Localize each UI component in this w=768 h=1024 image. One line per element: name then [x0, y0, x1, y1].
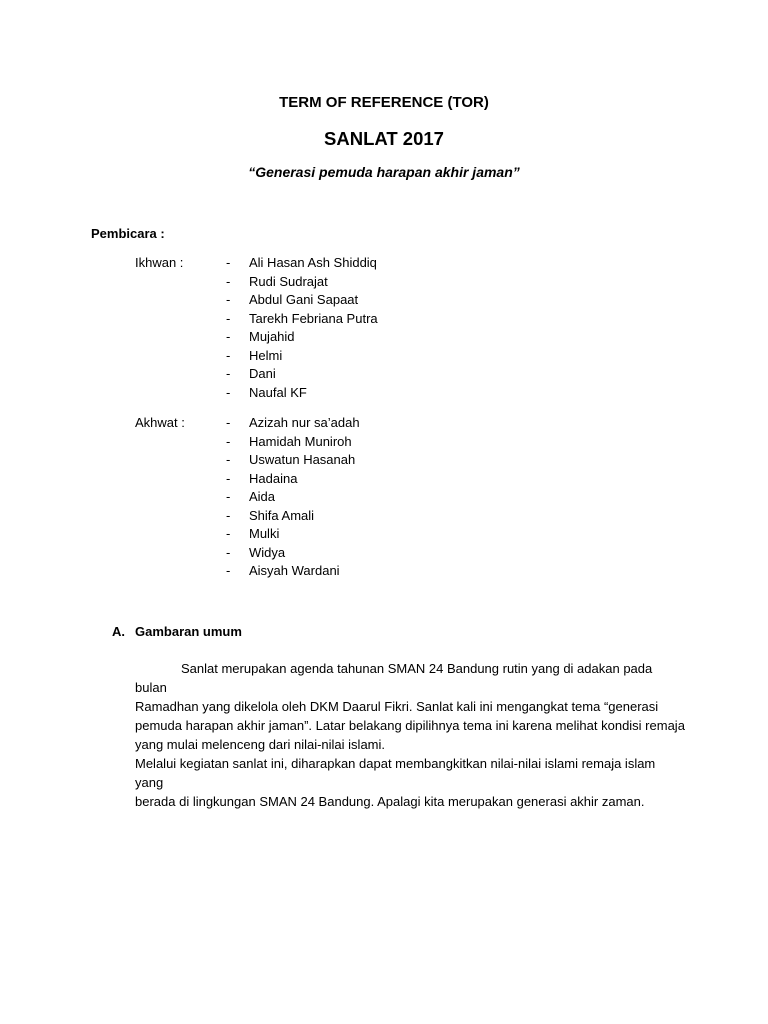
speaker-name: Rudi Sudrajat [249, 273, 328, 289]
section-a-paragraph-2 [135, 754, 687, 811]
paragraph-line: Ramadhan yang dikelola oleh DKM Daarul Fikri. Sanlat kali ini mengangkat tema “generasi [135, 699, 659, 714]
akhwat-label: Akhwat : [135, 415, 185, 430]
bullet-dash: - [226, 366, 231, 381]
bullet-dash: - [226, 526, 231, 541]
bullet-dash: - [226, 310, 231, 326]
bullet-dash: - [226, 384, 231, 400]
bullet-dash: - [226, 273, 231, 289]
bullet-dash: - [226, 415, 231, 430]
bullet-dash: - [226, 489, 231, 504]
speaker-name: Mulki [249, 526, 280, 541]
paragraph-line: Sanlat merupakan agenda tahunan SMAN 24 Bandung rutin yang di adakan pada bulan [135, 661, 653, 695]
speaker-name: Azizah nur sa’adah [249, 415, 360, 430]
speaker-name: Hamidah Muniroh [249, 433, 352, 449]
bullet-dash: - [226, 563, 231, 578]
speaker-name: Helmi [249, 347, 283, 363]
paragraph-line: Melalui kegiatan sanlat ini, diharapkan dapat membangkitkan nilai-nilai islami remaja islam yang [135, 756, 656, 790]
speakers-label: Pembicara : [91, 226, 165, 241]
speaker-name: Hadaina [249, 470, 298, 486]
event-theme: “Generasi pemuda harapan akhir jaman” [248, 164, 520, 180]
paragraph-line: pemuda harapan akhir jaman”. Latar belakang dipilihnya tema ini karena melihat kondisi remaja [135, 718, 685, 733]
paragraph-line: berada di lingkungan SMAN 24 Bandung. Apalagi kita merupakan generasi akhir zaman. [135, 794, 645, 809]
section-a-paragraph-1 [135, 659, 687, 754]
speaker-name: Naufal KF [249, 384, 307, 400]
bullet-dash: - [226, 433, 231, 449]
speaker-name: Aisyah Wardani [249, 563, 340, 578]
speaker-name: Uswatun Hasanah [249, 452, 356, 467]
bullet-dash: - [226, 329, 231, 344]
speaker-name: Abdul Gani Sapaat [249, 292, 359, 307]
speaker-name: Mujahid [249, 329, 295, 344]
speaker-name: Dani [249, 366, 276, 381]
bullet-dash: - [226, 507, 231, 523]
bullet-dash: - [226, 470, 231, 486]
bullet-dash: - [226, 544, 231, 560]
section-a-number: A. [112, 624, 125, 639]
speaker-name: Widya [249, 544, 286, 560]
speaker-name: Shifa Amali [249, 507, 315, 523]
speaker-name: Tarekh Febriana Putra [249, 310, 378, 326]
speaker-name: Ali Hasan Ash Shiddiq [249, 255, 377, 270]
speaker-name: Aida [249, 489, 276, 504]
document-title: TERM OF REFERENCE (TOR) [279, 94, 489, 111]
bullet-dash: - [226, 347, 231, 363]
bullet-dash: - [226, 452, 231, 467]
section-a-heading: Gambaran umum [135, 624, 242, 639]
ikhwan-label: Ikhwan : [135, 255, 184, 270]
bullet-dash: - [226, 292, 231, 307]
bullet-dash: - [226, 255, 231, 270]
paragraph-line: yang mulai melenceng dari nilai-nilai islami. [135, 737, 386, 752]
event-title: SANLAT 2017 [324, 128, 444, 149]
